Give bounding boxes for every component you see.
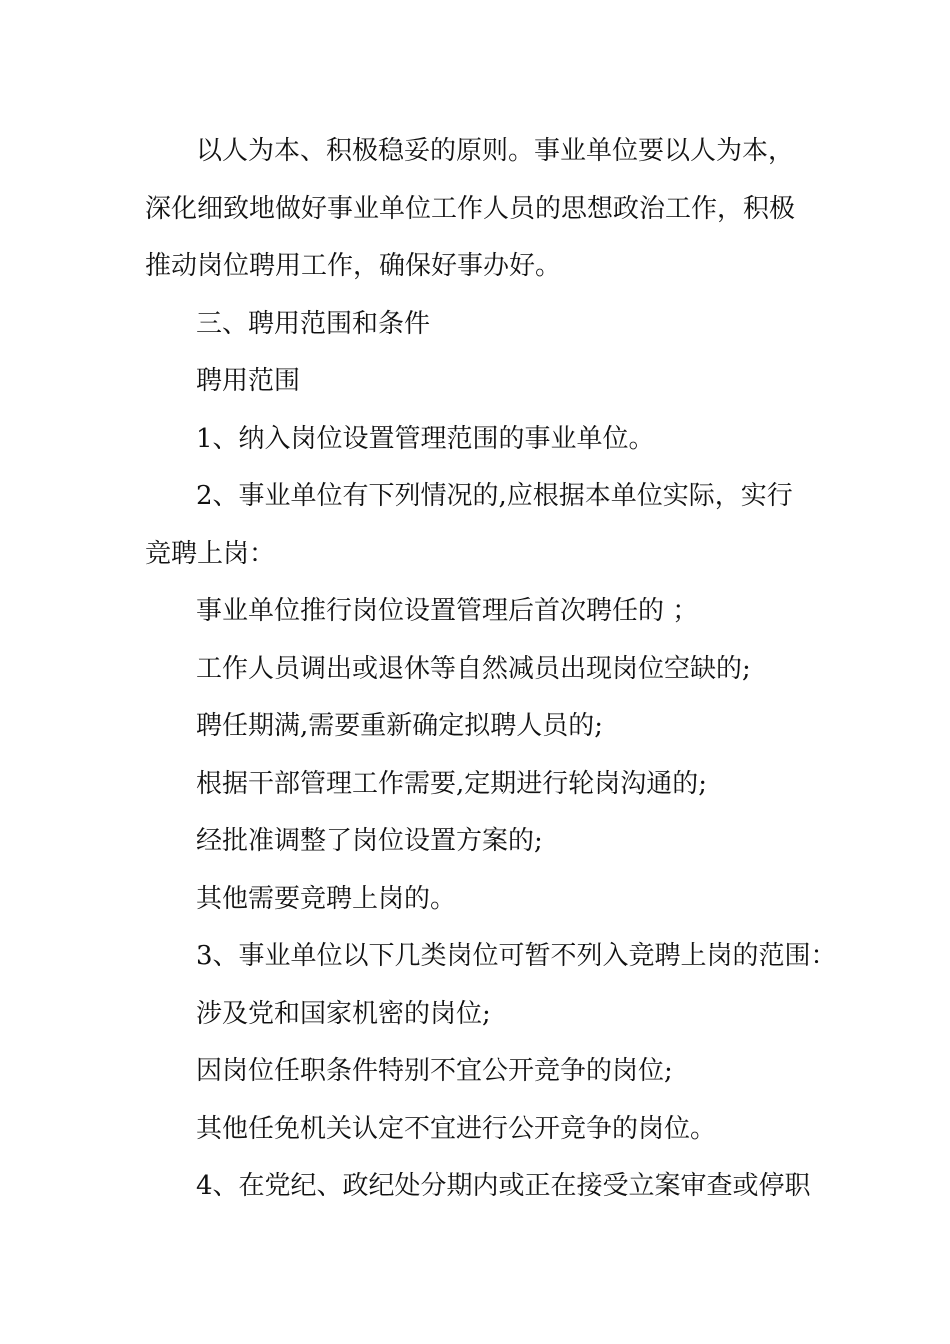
list-item: 根据干部管理工作需要,定期进行轮岗沟通的; [196,769,708,799]
section-heading: 三、聘用范围和条件 [196,309,431,339]
list-item: 涉及党和国家机密的岗位; [196,999,491,1029]
list-item: 因岗位任职条件特别不宜公开竞争的岗位; [196,1056,673,1086]
text-line: 推动岗位聘用工作，确保好事办好。 [145,251,562,281]
text-line: 竞聘上岗： [145,539,276,569]
list-item: 经批准调整了岗位设置方案的; [196,826,543,856]
list-item: 聘任期满,需要重新确定拟聘人员的; [196,711,604,741]
list-item: 其他任免机关认定不宜进行公开竞争的岗位。 [196,1114,717,1144]
text-line: 以人为本、积极稳妥的原则。事业单位要以人为本， [196,136,795,166]
subsection-heading: 聘用范围 [196,366,301,396]
list-item: 事业单位推行岗位设置管理后首次聘任的 ； [196,596,699,626]
list-item: 工作人员调出或退休等自然减员出现岗位空缺的; [196,654,751,684]
list-item: 4、在党纪、政纪处分期内或正在接受立案审查或停职 [196,1171,811,1201]
text-line: 深化细致地做好事业单位工作人员的思想政治工作，积极 [145,194,796,224]
list-item: 其他需要竞聘上岗的。 [196,884,457,914]
list-item: 2、事业单位有下列情况的,应根据本单位实际，实行 [196,481,793,511]
list-item: 3、事业单位以下几类岗位可暂不列入竞聘上岗的范围： [196,941,837,971]
list-item: 1、纳入岗位设置管理范围的事业单位。 [196,424,655,454]
